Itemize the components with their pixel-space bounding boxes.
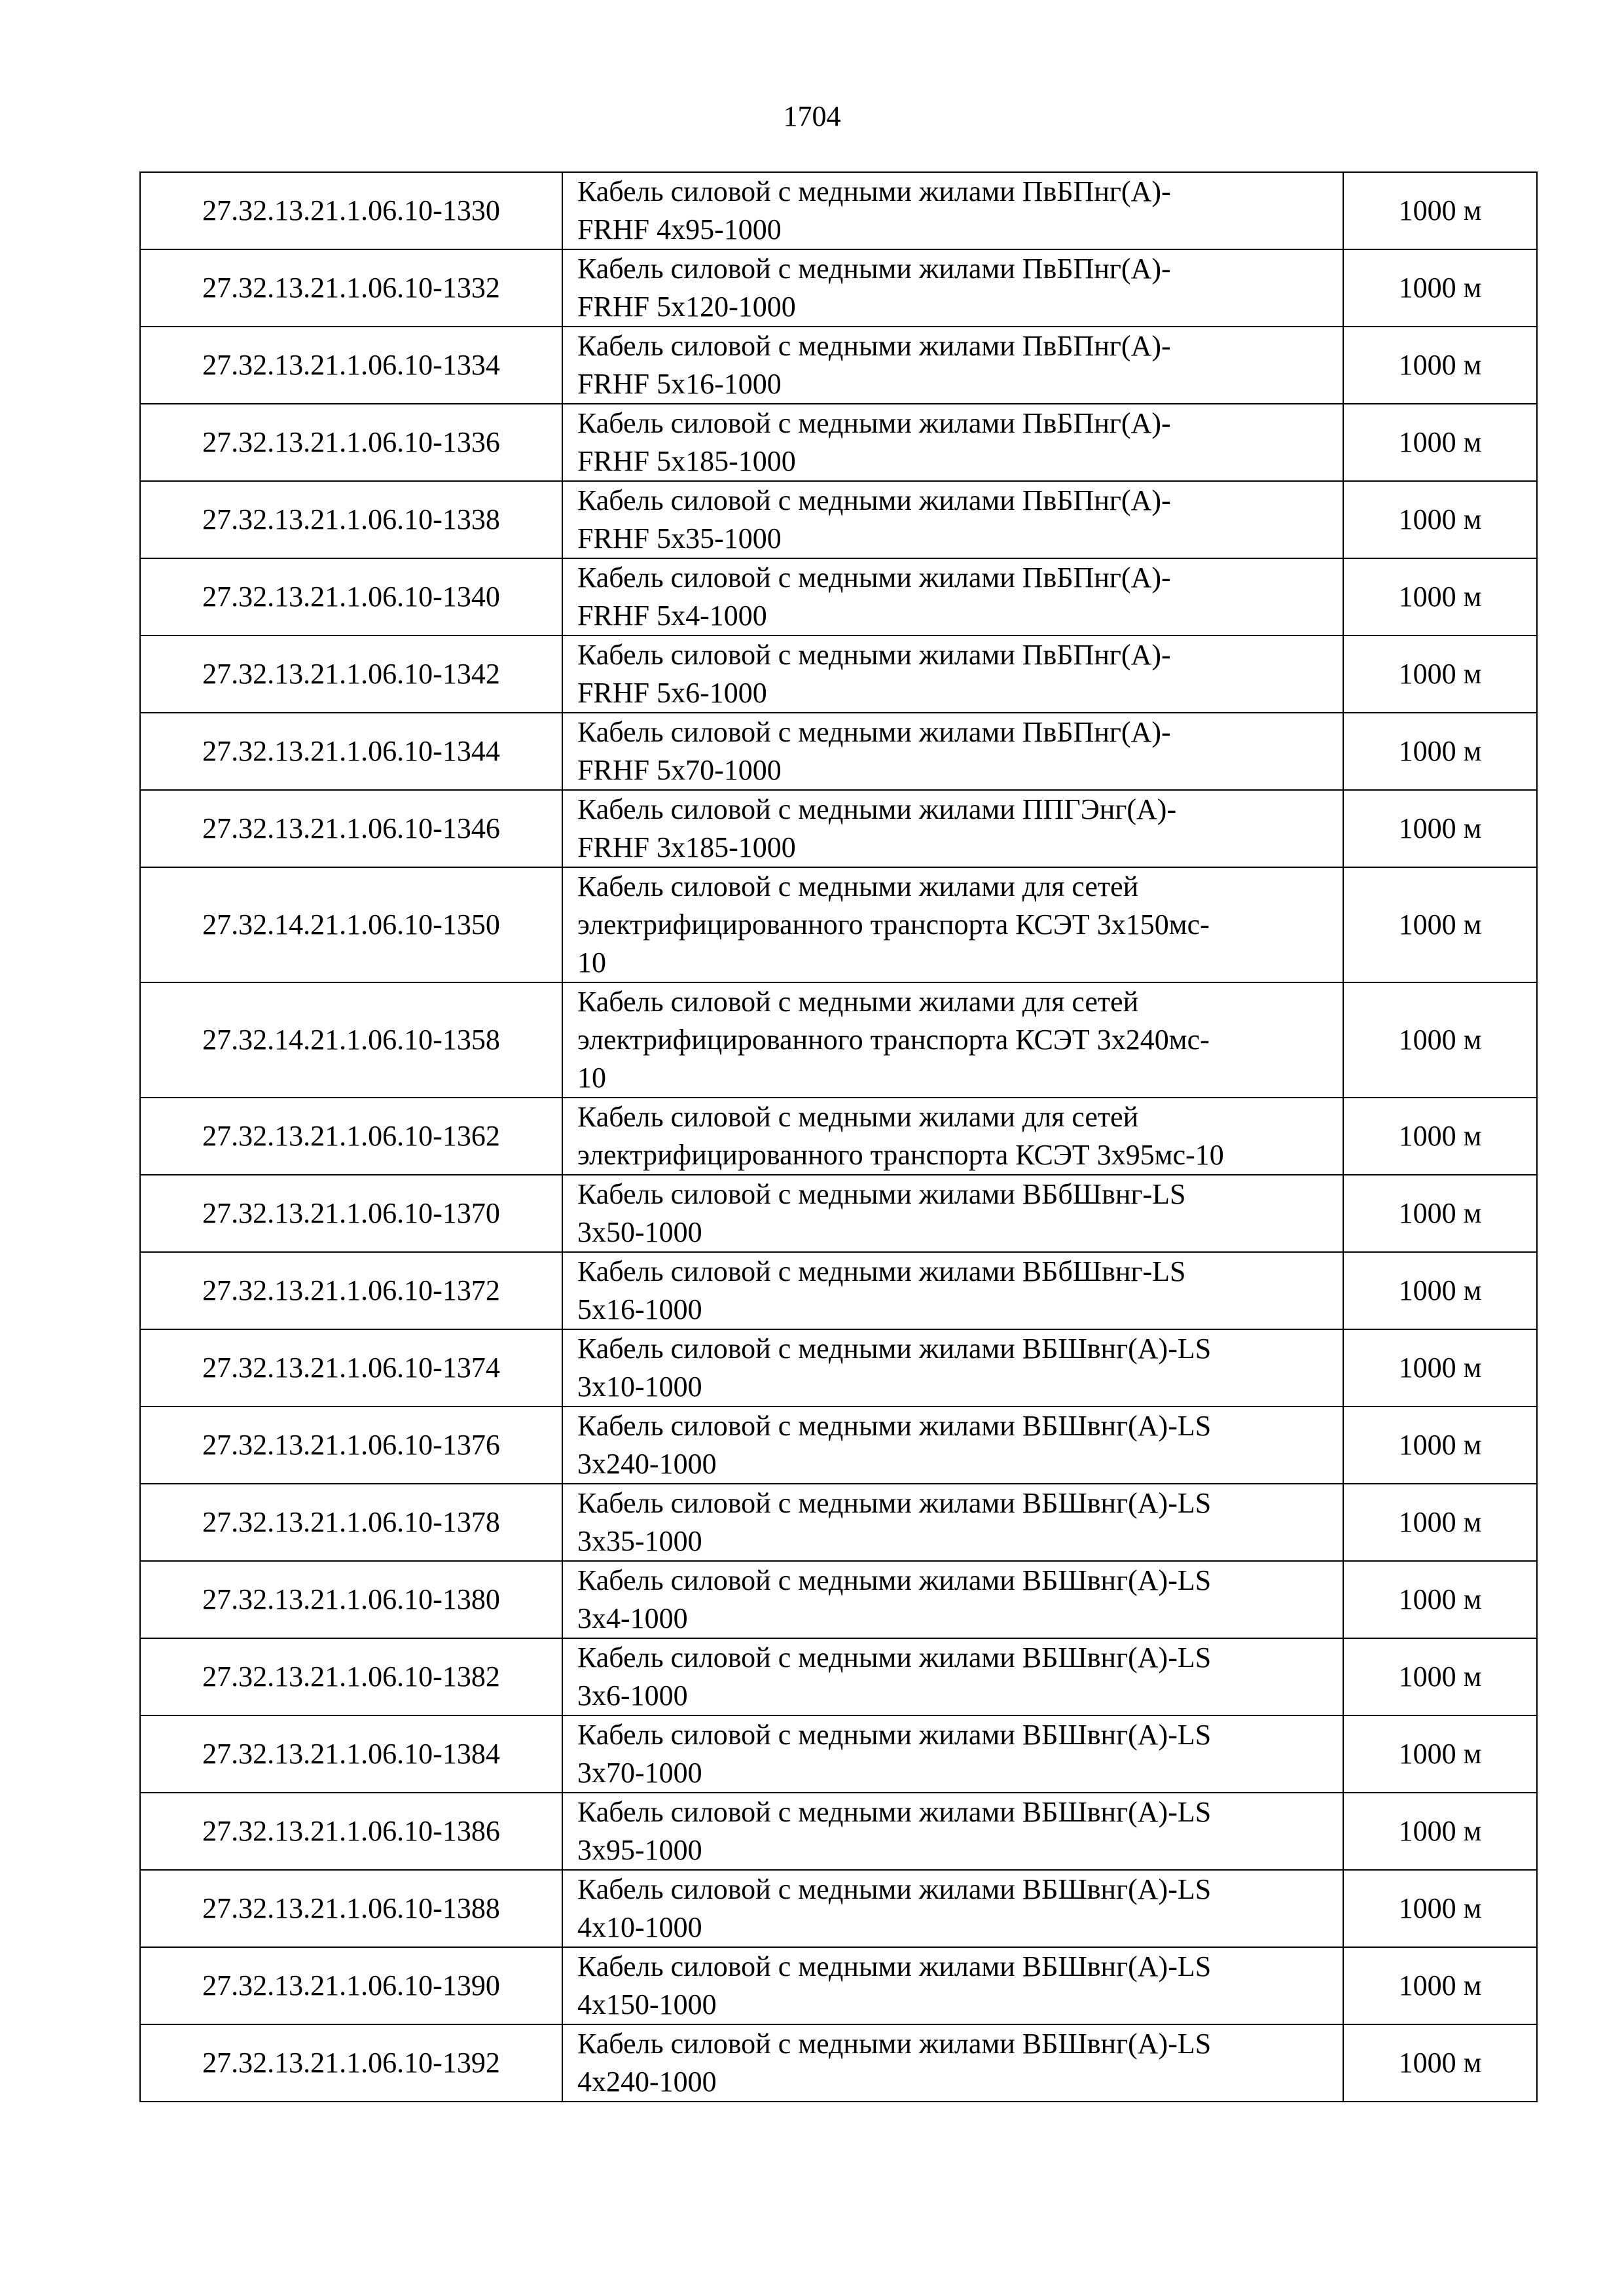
resource-name-cell (562, 404, 1343, 481)
unit-cell: 1000 м (1343, 1329, 1537, 1407)
unit-cell: 1000 м (1343, 1638, 1537, 1715)
unit-cell: 1000 м (1343, 1793, 1537, 1870)
unit-cell: 1000 м (1343, 481, 1537, 558)
unit-cell: 1000 м (1343, 2024, 1537, 2102)
resource-name-line: Кабель силовой с медными жилами ПвБПнг(А)- (577, 716, 1171, 748)
table-row (140, 558, 1537, 636)
unit-cell: 1000 м (1343, 1947, 1537, 2024)
resource-name-cell (562, 327, 1343, 404)
resource-name-cell (562, 558, 1343, 636)
resource-name-line: Кабель силовой с медными жилами для сетей (577, 870, 1139, 903)
resource-name-line: 3x6-1000 (577, 1679, 688, 1712)
resource-name-cell (562, 1252, 1343, 1329)
resource-code-cell: 27.32.13.21.1.06.10-1370 (140, 1175, 562, 1252)
resource-name-line: FRHF 5x120-1000 (577, 291, 796, 323)
table-row (140, 982, 1537, 1098)
resource-name-line: 4x240-1000 (577, 2066, 717, 2098)
resource-code-cell: 27.32.13.21.1.06.10-1384 (140, 1715, 562, 1793)
resource-code-cell: 27.32.13.21.1.06.10-1390 (140, 1947, 562, 2024)
table-body (140, 172, 1537, 2102)
resource-name-line: Кабель силовой с медными жилами для сетей (577, 1101, 1139, 1133)
table-row (140, 790, 1537, 867)
resource-code-cell: 27.32.13.21.1.06.10-1378 (140, 1484, 562, 1561)
resource-code-cell: 27.32.13.21.1.06.10-1372 (140, 1252, 562, 1329)
resource-name-line: Кабель силовой с медными жилами ПвБПнг(А)- (577, 639, 1171, 671)
resource-name-line: 5x16-1000 (577, 1293, 702, 1325)
table-row (140, 1252, 1537, 1329)
unit-cell: 1000 м (1343, 867, 1537, 982)
resource-name-cell (562, 1484, 1343, 1561)
table-row (140, 2024, 1537, 2102)
unit-cell: 1000 м (1343, 327, 1537, 404)
resource-code-cell: 27.32.14.21.1.06.10-1350 (140, 867, 562, 982)
resource-name-line: Кабель силовой с медными жилами ПвБПнг(А)- (577, 562, 1171, 594)
unit-cell: 1000 м (1343, 1484, 1537, 1561)
unit-cell: 1000 м (1343, 1252, 1537, 1329)
resource-name-cell (562, 982, 1343, 1098)
resource-name-line: 10 (577, 946, 606, 978)
resource-name-cell (562, 1870, 1343, 1947)
resource-name-line: Кабель силовой с медными жилами ВБШвнг(А)-LS (577, 1487, 1212, 1519)
resource-name-line: 3x240-1000 (577, 1448, 717, 1480)
resource-code-cell: 27.32.13.21.1.06.10-1388 (140, 1870, 562, 1947)
table-row (140, 1098, 1537, 1175)
resource-code-cell: 27.32.13.21.1.06.10-1342 (140, 636, 562, 713)
resource-code-cell: 27.32.13.21.1.06.10-1334 (140, 327, 562, 404)
resource-code-cell: 27.32.13.21.1.06.10-1330 (140, 172, 562, 249)
table-row (140, 713, 1537, 790)
resource-code-cell: 27.32.13.21.1.06.10-1382 (140, 1638, 562, 1715)
resource-name-cell (562, 867, 1343, 982)
table-row (140, 867, 1537, 982)
resource-code-cell: 27.32.13.21.1.06.10-1336 (140, 404, 562, 481)
resource-code-cell: 27.32.13.21.1.06.10-1374 (140, 1329, 562, 1407)
resource-name-line: Кабель силовой с медными жилами ПвБПнг(А)- (577, 484, 1171, 516)
resource-name-line: FRHF 5x4-1000 (577, 600, 767, 632)
resource-name-line: FRHF 5x35-1000 (577, 522, 782, 554)
unit-cell: 1000 м (1343, 172, 1537, 249)
table-row (140, 172, 1537, 249)
resource-name-cell (562, 1715, 1343, 1793)
resource-name-line: Кабель силовой с медными жилами ВБШвнг(А)-LS (577, 1410, 1212, 1442)
resource-name-line: Кабель силовой с медными жилами ВБШвнг(А)-LS (577, 2028, 1212, 2060)
resource-name-line: FRHF 5x185-1000 (577, 445, 796, 477)
resource-name-line: 3x50-1000 (577, 1216, 702, 1248)
resource-name-cell (562, 713, 1343, 790)
unit-cell: 1000 м (1343, 713, 1537, 790)
resource-name-line: Кабель силовой с медными жилами ВБШвнг(А)-LS (577, 1873, 1212, 1905)
unit-cell: 1000 м (1343, 1175, 1537, 1252)
resource-name-line: Кабель силовой с медными жилами ПвБПнг(А)- (577, 407, 1171, 439)
unit-cell: 1000 м (1343, 249, 1537, 327)
unit-cell: 1000 м (1343, 404, 1537, 481)
table-row (140, 1329, 1537, 1407)
unit-cell: 1000 м (1343, 636, 1537, 713)
resource-name-line: 3x35-1000 (577, 1525, 702, 1557)
table-row (140, 1407, 1537, 1484)
unit-cell: 1000 м (1343, 1870, 1537, 1947)
unit-cell: 1000 м (1343, 1407, 1537, 1484)
table-row (140, 1561, 1537, 1638)
resource-name-line: электрифицированного транспорта КСЭТ 3x95мс-10 (577, 1139, 1224, 1171)
resource-name-line: 4x150-1000 (577, 1988, 717, 2020)
resource-code-cell: 27.32.13.21.1.06.10-1344 (140, 713, 562, 790)
resource-name-cell (562, 249, 1343, 327)
resource-name-cell (562, 636, 1343, 713)
table-row (140, 1947, 1537, 2024)
resource-name-line: FRHF 5x70-1000 (577, 754, 782, 786)
resource-name-line: Кабель силовой с медными жилами ВБШвнг(А)-LS (577, 1333, 1212, 1365)
resource-name-line: 3x95-1000 (577, 1834, 702, 1866)
unit-cell: 1000 м (1343, 1561, 1537, 1638)
resource-name-cell (562, 1638, 1343, 1715)
resource-code-cell: 27.32.13.21.1.06.10-1340 (140, 558, 562, 636)
unit-cell: 1000 м (1343, 1715, 1537, 1793)
page-number: 1704 (783, 100, 841, 132)
table-row (140, 1870, 1537, 1947)
unit-cell: 1000 м (1343, 790, 1537, 867)
resource-name-line: электрифицированного транспорта КСЭТ 3x240мс- (577, 1024, 1210, 1056)
resource-name-cell (562, 481, 1343, 558)
resource-table (139, 171, 1538, 2102)
resource-code-cell: 27.32.13.21.1.06.10-1376 (140, 1407, 562, 1484)
resource-code-cell: 27.32.13.21.1.06.10-1392 (140, 2024, 562, 2102)
resource-name-line: FRHF 3x185-1000 (577, 831, 796, 863)
resource-name-line: Кабель силовой с медными жилами ППГЭнг(А)- (577, 793, 1177, 825)
resource-name-cell (562, 1561, 1343, 1638)
resource-name-line: Кабель силовой с медными жилами ВБШвнг(А)-LS (577, 1564, 1212, 1596)
unit-cell: 1000 м (1343, 558, 1537, 636)
resource-name-line: Кабель силовой с медными жилами для сетей (577, 986, 1139, 1018)
resource-code-cell: 27.32.14.21.1.06.10-1358 (140, 982, 562, 1098)
resource-name-line: Кабель силовой с медными жилами ВБбШвнг-LS (577, 1255, 1186, 1287)
resource-name-line: FRHF 4x95-1000 (577, 213, 782, 245)
resource-name-cell (562, 1329, 1343, 1407)
resource-name-cell (562, 1098, 1343, 1175)
resource-name-line: 10 (577, 1062, 606, 1094)
resource-name-line: Кабель силовой с медными жилами ВБШвнг(А)-LS (577, 1950, 1212, 1982)
resource-name-cell (562, 1407, 1343, 1484)
resource-code-cell: 27.32.13.21.1.06.10-1386 (140, 1793, 562, 1870)
unit-cell: 1000 м (1343, 982, 1537, 1098)
resource-name-line: FRHF 5x16-1000 (577, 368, 782, 400)
table-row (140, 1638, 1537, 1715)
unit-cell: 1000 м (1343, 1098, 1537, 1175)
resource-name-line: Кабель силовой с медными жилами ВБбШвнг-LS (577, 1178, 1186, 1210)
table-row (140, 481, 1537, 558)
resource-code-cell: 27.32.13.21.1.06.10-1362 (140, 1098, 562, 1175)
resource-name-cell (562, 2024, 1343, 2102)
resource-name-line: FRHF 5x6-1000 (577, 677, 767, 709)
table-row (140, 327, 1537, 404)
table-row (140, 249, 1537, 327)
resource-name-line: 3x4-1000 (577, 1602, 688, 1634)
table-row (140, 1715, 1537, 1793)
resource-code-cell: 27.32.13.21.1.06.10-1338 (140, 481, 562, 558)
resource-name-cell (562, 172, 1343, 249)
resource-name-line: Кабель силовой с медными жилами ПвБПнг(А)- (577, 253, 1171, 285)
resource-name-cell (562, 1947, 1343, 2024)
resource-code-cell: 27.32.13.21.1.06.10-1346 (140, 790, 562, 867)
table-row (140, 1484, 1537, 1561)
resource-name-line: электрифицированного транспорта КСЭТ 3x150мс- (577, 908, 1210, 941)
table-row (140, 1793, 1537, 1870)
resource-name-cell (562, 1175, 1343, 1252)
resource-name-cell (562, 790, 1343, 867)
table-row (140, 1175, 1537, 1252)
resource-name-line: Кабель силовой с медными жилами ПвБПнг(А)- (577, 330, 1171, 362)
table-row (140, 404, 1537, 481)
resource-code-cell: 27.32.13.21.1.06.10-1380 (140, 1561, 562, 1638)
resource-name-line: 3x70-1000 (577, 1757, 702, 1789)
table-row (140, 636, 1537, 713)
resource-name-line: Кабель силовой с медными жилами ВБШвнг(А)-LS (577, 1719, 1212, 1751)
resource-name-line: 3x10-1000 (577, 1371, 702, 1403)
resource-name-line: Кабель силовой с медными жилами ВБШвнг(А)-LS (577, 1641, 1212, 1674)
resource-name-line: Кабель силовой с медными жилами ВБШвнг(А)-LS (577, 1796, 1212, 1828)
resource-name-line: Кабель силовой с медными жилами ПвБПнг(А)- (577, 175, 1171, 207)
resource-name-line: 4x10-1000 (577, 1911, 702, 1943)
resource-code-cell: 27.32.13.21.1.06.10-1332 (140, 249, 562, 327)
resource-name-cell (562, 1793, 1343, 1870)
